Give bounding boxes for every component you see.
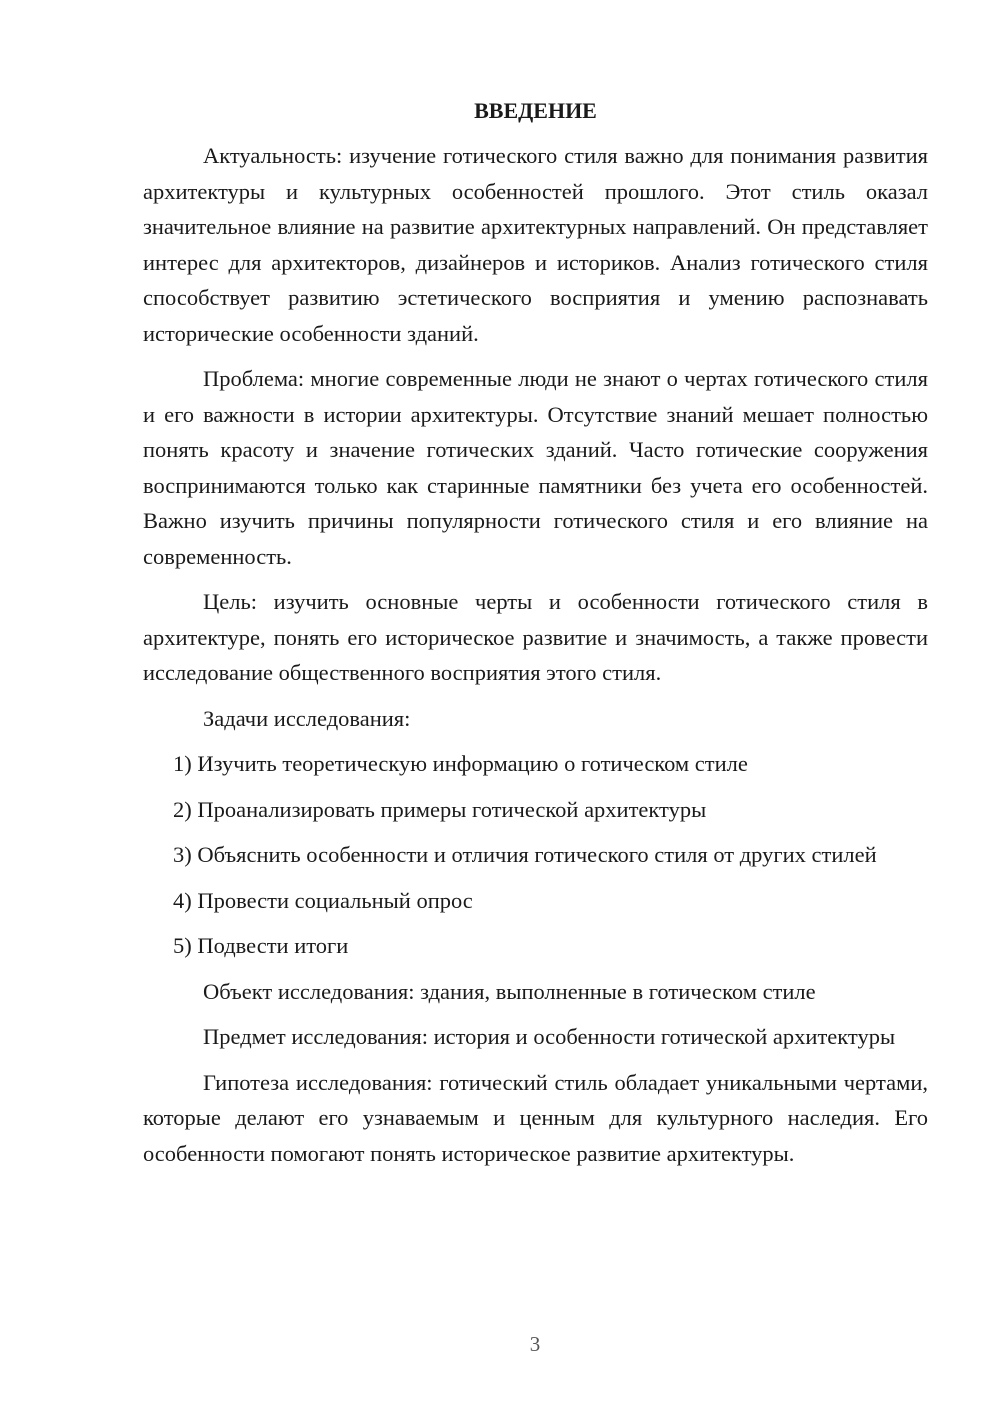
task-item: 2) Проанализировать примеры готической архитектуры — [173, 796, 707, 822]
task-item: 4) Провести социальный опрос — [173, 887, 473, 913]
relevance-paragraph: Актуальность: изучение готического стиля важно для понимания развития архитектуры и культурных особенностей прошлого. Этот стиль оказал значительное влияние на развитие архитектурных направлений. Он представляет интерес для архитекторов, дизайнеров и историков. Анализ готического стиля способствует развитию эстетического восприятия и умению распознавать исторические особенности зданий. — [143, 143, 928, 346]
object-paragraph: Объект исследования: здания, выполненные в готическом стиле — [203, 978, 816, 1004]
page-number: 3 — [529, 1332, 541, 1356]
goal-paragraph: Цель: изучить основные черты и особенности готического стиля в архитектуре, понять его историческое развитие и значимость, а также провести исследование общественного восприятия этого стиля. — [143, 589, 928, 685]
subject-paragraph: Предмет исследования: история и особенности готической архитектуры — [203, 1024, 896, 1049]
problem-paragraph: Проблема: многие современные люди не знают о чертах готического стиля и его важности в истории архитектуры. Отсутствие знаний мешает полностью понять красоту и значение готических зданий. Часто готические сооружения воспринимаются только как старинные памятники без учета его особенностей. Важно изучить причины популярности готического стиля и его влияние на современность. — [143, 366, 928, 569]
tasks-title: Задачи исследования: — [203, 705, 411, 731]
task-item: 5) Подвести итоги — [173, 933, 349, 958]
task-item: 1) Изучить теоретическую информацию о готическом стиле — [173, 751, 748, 776]
document-page — [143, 96, 928, 1181]
section-heading: ВВЕДЕНИЕ — [474, 98, 597, 123]
hypothesis-paragraph: Гипотеза исследования: готический стиль обладает уникальными чертами, которые делают его узнаваемым и ценным для культурного наследия. Его особенности помогают понять историческое развитие архитектуры. — [143, 1069, 928, 1166]
task-item: 3) Объяснить особенности и отличия готического стиля от других стилей — [173, 842, 877, 867]
